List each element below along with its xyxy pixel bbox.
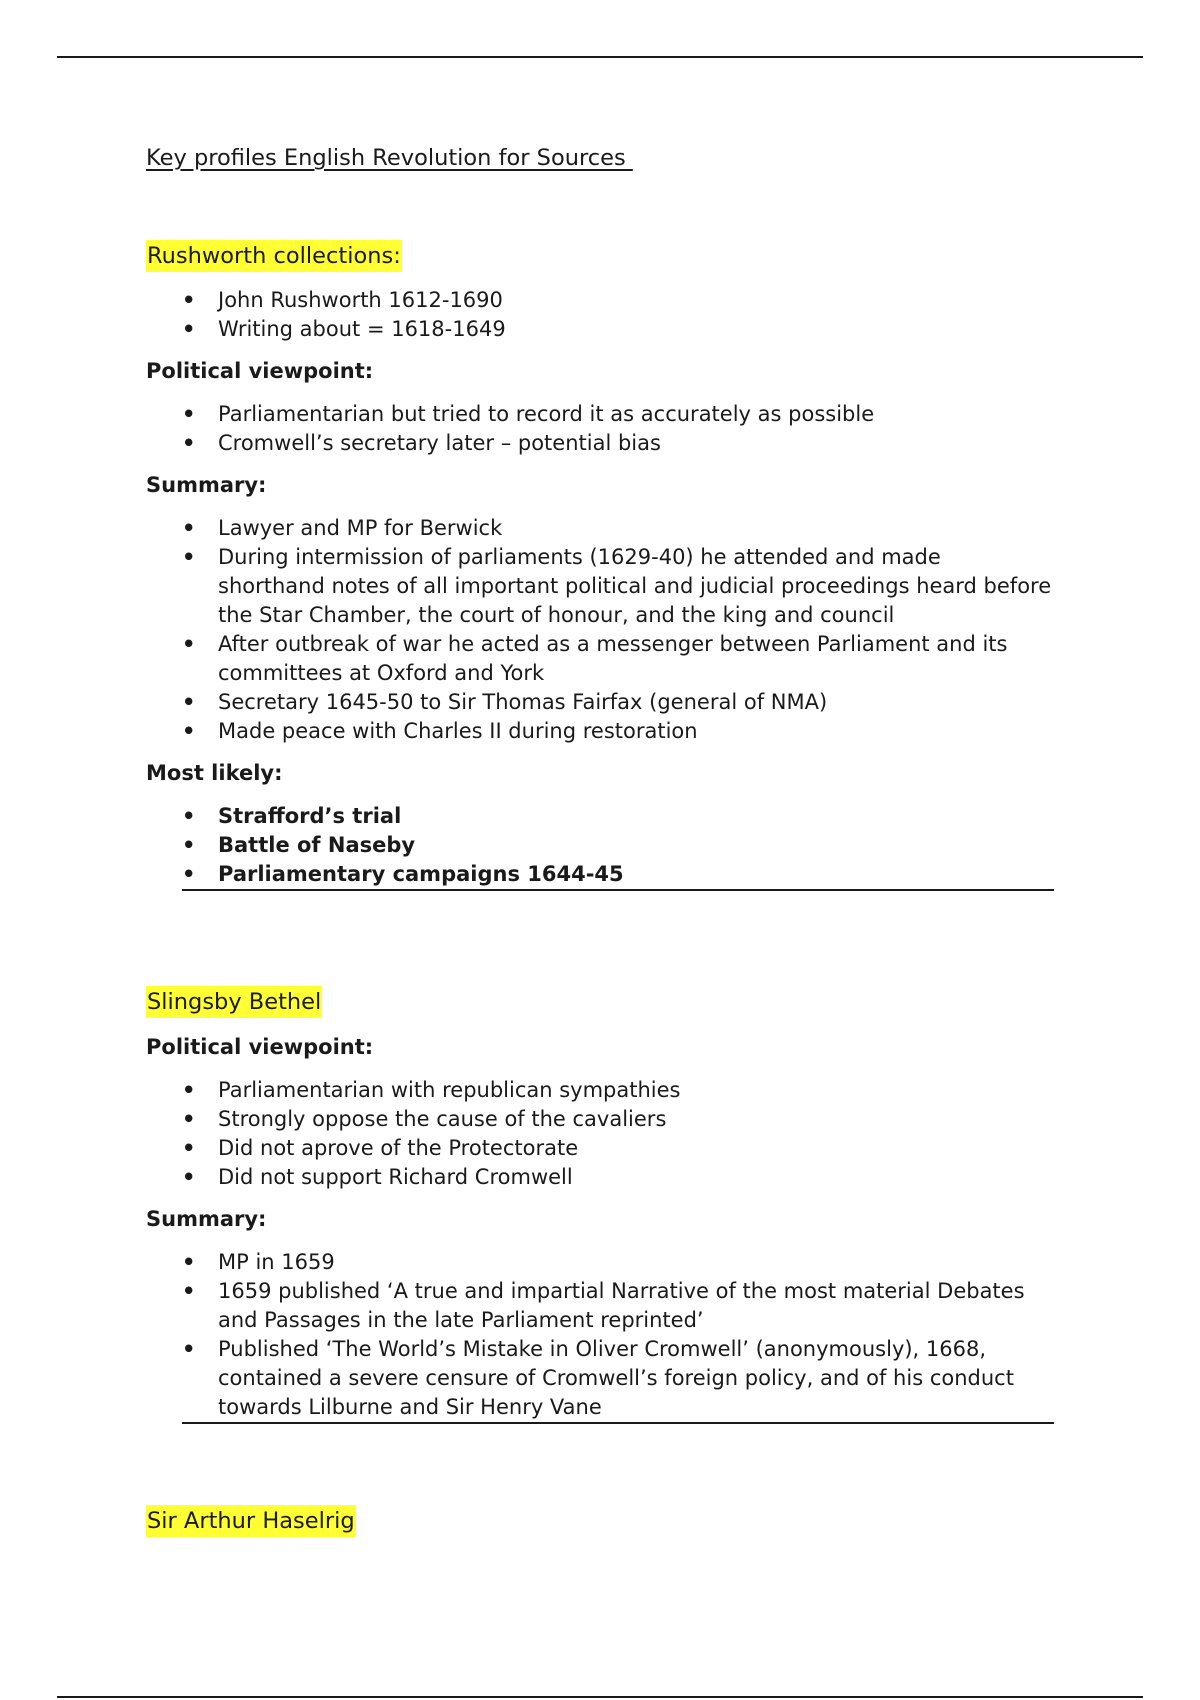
list-item: • MP in 1659 (146, 1248, 1054, 1277)
list-item: • Did not support Richard Cromwell (146, 1163, 1054, 1192)
list-item: • Made peace with Charles II during restoration (146, 717, 1054, 746)
list-item: • Lawyer and MP for Berwick (146, 514, 1054, 543)
list-item: • Strafford’s trial (146, 802, 1054, 831)
section-heading: Slingsby Bethel (146, 986, 322, 1018)
list-item: • Parliamentarian but tried to record it as accurately as possible (146, 400, 1054, 429)
intro-list (146, 286, 1054, 344)
viewpoint-list (146, 1076, 1054, 1192)
list-item: • After outbreak of war he acted as a messenger between Parliament and its committees at Oxford and York (146, 630, 1054, 688)
list-item: • Strongly oppose the cause of the cavaliers (146, 1105, 1054, 1134)
viewpoint-list (146, 400, 1054, 458)
viewpoint-label: Political viewpoint: (146, 1035, 374, 1059)
section-heading: Rushworth collections: (146, 240, 402, 272)
summary-label: Summary: (146, 473, 267, 497)
summary-list (146, 514, 1054, 746)
section-haselrig (146, 1505, 1054, 1537)
list-item: • Did not aprove of the Protectorate (146, 1134, 1054, 1163)
section-divider (182, 889, 1054, 891)
list-item: • John Rushworth 1612-1690 (146, 286, 1054, 315)
list-item: • Parliamentary campaigns 1644-45 (146, 860, 1054, 889)
summary-list (146, 1248, 1054, 1422)
list-item: • Battle of Naseby (146, 831, 1054, 860)
list-item: • Published ‘The World’s Mistake in Oliver Cromwell’ (anonymously), 1668, contained a severe censure of Cromwell’s foreign policy, and of his conduct towards Lilburne and Sir Henry Vane (146, 1335, 1054, 1422)
section-bethel (146, 986, 1054, 1424)
list-item: • 1659 published ‘A true and impartial Narrative of the most material Debates and Passages in the late Parliament reprinted’ (146, 1277, 1054, 1335)
list-item: • Cromwell’s secretary later – potential bias (146, 429, 1054, 458)
section-heading: Sir Arthur Haselrig (146, 1505, 356, 1537)
most-likely-label: Most likely: (146, 761, 283, 785)
summary-label: Summary: (146, 1207, 267, 1231)
page-bottom-rule (57, 1696, 1143, 1698)
list-item: • Secretary 1645-50 to Sir Thomas Fairfax (general of NMA) (146, 688, 1054, 717)
most-likely-list (146, 802, 1054, 889)
page-top-rule (57, 56, 1143, 58)
section-rushworth (146, 240, 1054, 891)
section-divider (182, 1422, 1054, 1424)
document-title: Key profiles English Revolution for Sources (146, 145, 633, 171)
viewpoint-label: Political viewpoint: (146, 359, 374, 383)
list-item: • During intermission of parliaments (1629-40) he attended and made shorthand notes of all important political and judicial proceedings heard before the Star Chamber, the court of honour, and the king and council (146, 543, 1054, 630)
list-item: • Parliamentarian with republican sympathies (146, 1076, 1054, 1105)
list-item: • Writing about = 1618-1649 (146, 315, 1054, 344)
